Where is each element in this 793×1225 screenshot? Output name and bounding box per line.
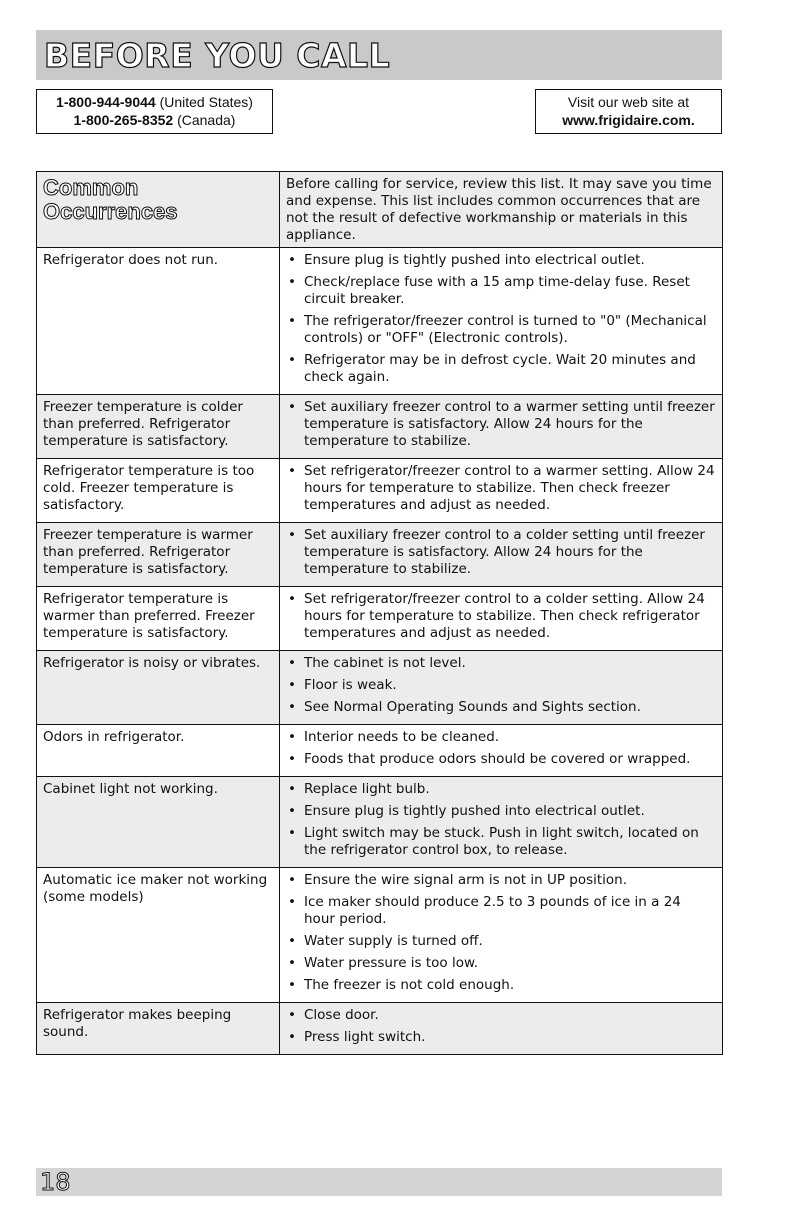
solution-item: • Set auxiliary freezer control to a warmer setting until freezer temperature is satisfactory. Allow 24 hours for the temperature to stabilize. — [304, 399, 716, 450]
solution-item: • Set auxiliary freezer control to a colder setting until freezer temperature is satisfactory. Allow 24 hours for the temperature to stabilize. — [304, 527, 716, 578]
solutions-list — [286, 872, 716, 994]
problem-cell: Freezer temperature is colder than preferred. Refrigerator temperature is satisfactory. — [37, 395, 280, 459]
problem-cell: Refrigerator temperature is too cold. Freezer temperature is satisfactory. — [37, 459, 280, 523]
solution-item: • The cabinet is not level. — [304, 655, 716, 672]
solution-item: • The refrigerator/freezer control is turned to "0" (Mechanical controls) or "OFF" (Electronic controls). — [304, 313, 716, 347]
solution-item: • Close door. — [304, 1007, 716, 1024]
solution-item: • Floor is weak. — [304, 677, 716, 694]
us-phone-number: 1-800-944-9044 — [56, 94, 156, 110]
solution-item: • Check/replace fuse with a 15 amp time-delay fuse. Reset circuit breaker. — [304, 274, 716, 308]
solutions-cell — [280, 868, 723, 1003]
solution-item: • Ensure the wire signal arm is not in UP position. — [304, 872, 716, 889]
table-title: Common Occurrences — [37, 172, 280, 248]
solution-item: • Replace light bulb. — [304, 781, 716, 798]
us-phone-label: (United States) — [159, 94, 253, 110]
table-row — [37, 1003, 723, 1055]
solutions-cell — [280, 587, 723, 651]
table-body — [37, 172, 723, 1055]
problem-cell: Cabinet light not working. — [37, 777, 280, 868]
solutions-cell — [280, 777, 723, 868]
solutions-list — [286, 781, 716, 859]
solution-item: • Refrigerator may be in defrost cycle. Wait 20 minutes and check again. — [304, 352, 716, 386]
website-text: Visit our web site at — [567, 94, 690, 110]
website-url: www.frigidaire.com. — [562, 112, 695, 128]
solution-item: • Ensure plug is tightly pushed into electrical outlet. — [304, 803, 716, 820]
solutions-list — [286, 591, 716, 642]
solution-item: • Interior needs to be cleaned. — [304, 729, 716, 746]
solutions-cell — [280, 725, 723, 777]
table-row — [37, 868, 723, 1003]
solution-item: • Set refrigerator/freezer control to a warmer setting. Allow 24 hours for temperature to stabilize. Then check freezer temperatures and adjust as needed. — [304, 463, 716, 514]
table-header-row — [37, 172, 723, 248]
problem-cell: Freezer temperature is warmer than preferred. Refrigerator temperature is satisfactory. — [37, 523, 280, 587]
common-occurrences-table — [36, 171, 723, 1055]
solutions-cell — [280, 248, 723, 395]
table-intro: Before calling for service, review this list. It may save you time and expense. This list includes common occurrences that are not the result of defective workmanship or materials in this appliance. — [280, 172, 723, 248]
problem-cell: Refrigerator temperature is warmer than preferred. Freezer temperature is satisfactory. — [37, 587, 280, 651]
ca-phone-line — [37, 111, 272, 129]
solutions-list — [286, 463, 716, 514]
problem-cell: Refrigerator is noisy or vibrates. — [37, 651, 280, 725]
table-row — [37, 459, 723, 523]
page-title: BEFORE YOU CALL — [44, 36, 391, 75]
table-row — [37, 587, 723, 651]
table-row — [37, 395, 723, 459]
table-row — [37, 651, 723, 725]
solutions-list — [286, 729, 716, 768]
problem-cell: Automatic ice maker not working (some models) — [37, 868, 280, 1003]
solution-item: • Water supply is turned off. — [304, 933, 716, 950]
solution-item: • Light switch may be stuck. Push in light switch, located on the refrigerator control box, to release. — [304, 825, 716, 859]
page-number: 18 — [40, 1168, 71, 1196]
ca-phone-number: 1-800-265-8352 — [73, 112, 174, 128]
ca-phone-label: (Canada) — [177, 112, 236, 128]
website-box — [535, 89, 722, 134]
solutions-list — [286, 527, 716, 578]
us-phone-line — [37, 93, 272, 111]
solution-item: • Ice maker should produce 2.5 to 3 pounds of ice in a 24 hour period. — [304, 894, 716, 928]
solutions-list — [286, 655, 716, 716]
solutions-cell — [280, 523, 723, 587]
solutions-list — [286, 1007, 716, 1046]
table-row — [37, 248, 723, 395]
solution-item: • Foods that produce odors should be covered or wrapped. — [304, 751, 716, 768]
solution-item: • Set refrigerator/freezer control to a colder setting. Allow 24 hours for temperature to stabilize. Then check refrigerator temperatures and adjust as needed. — [304, 591, 716, 642]
footer-bar — [36, 1168, 722, 1196]
solutions-cell — [280, 459, 723, 523]
phone-contact-box — [36, 89, 273, 134]
solutions-cell — [280, 1003, 723, 1055]
solutions-cell — [280, 651, 723, 725]
problem-cell: Refrigerator does not run. — [37, 248, 280, 395]
table-row — [37, 523, 723, 587]
solutions-cell — [280, 395, 723, 459]
solution-item: • See Normal Operating Sounds and Sights section. — [304, 699, 716, 716]
table-row — [37, 777, 723, 868]
solution-item: • Ensure plug is tightly pushed into electrical outlet. — [304, 252, 716, 269]
problem-cell: Odors in refrigerator. — [37, 725, 280, 777]
solutions-list — [286, 252, 716, 386]
solution-item: • Press light switch. — [304, 1029, 716, 1046]
table-row — [37, 725, 723, 777]
solution-item: • Water pressure is too low. — [304, 955, 716, 972]
solution-item: • The freezer is not cold enough. — [304, 977, 716, 994]
solutions-list — [286, 399, 716, 450]
problem-cell: Refrigerator makes beeping sound. — [37, 1003, 280, 1055]
